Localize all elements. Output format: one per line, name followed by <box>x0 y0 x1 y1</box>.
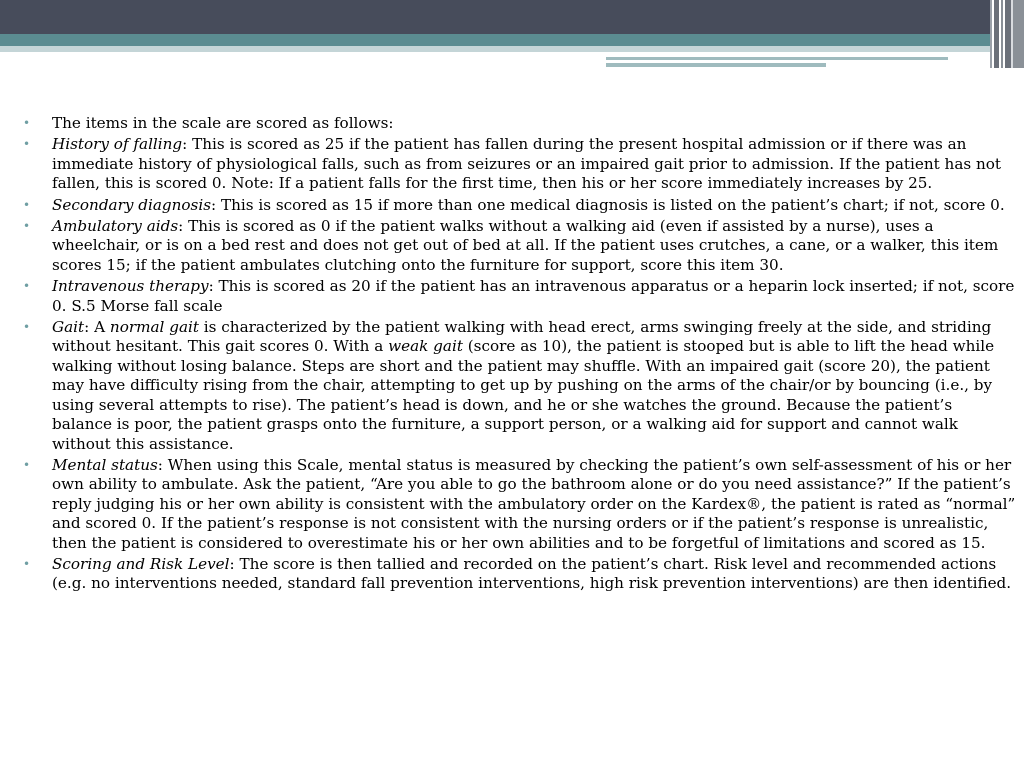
bullet-icon: • <box>23 197 31 212</box>
bullet-icon: • <box>23 279 31 294</box>
list-item-history-of-falling <box>20 135 1016 193</box>
bullet-icon: • <box>23 137 31 152</box>
header-light-bar <box>0 46 1024 52</box>
item-text: : When using this Scale, mental status is measured by checking the patient’s own self-assessment of his or her own ability to ambulate. Ask the patient, “Are you able to go the bathroom alone or do you need assistance?” If the patient’s reply judging his or her own ability is consistent with the ambulatory order on the Kardex®, the patient is rated as “normal” and scored 0. If the patient’s response is not consistent with the nursing orders or if the patient’s response is unrealistic, then the patient is considered to overestimate his or her own abilities and to be forgetful of limitations and scored as 15. <box>52 455 1016 552</box>
bullet-icon: • <box>23 219 31 234</box>
item-text: : A <box>84 318 110 337</box>
item-term: Mental status <box>52 455 158 474</box>
bullet-icon: • <box>23 556 31 571</box>
item-text: The items in the scale are scored as follows: <box>52 114 394 132</box>
accent-strip-lower <box>606 63 826 67</box>
item-text: : The score is then tallied and recorded on the patient’s chart. Risk level and recommended actions (e.g. no interventions needed, standard fall prevention interventions, high risk prevention interventions) are then identified. <box>52 554 1012 593</box>
item-emphasis: normal gait <box>109 318 199 337</box>
item-text: : This is scored as 15 if more than one medical diagnosis is listed on the patient’s chart; if not, score 0. <box>211 195 1005 214</box>
item-emphasis: weak gait <box>388 337 463 356</box>
item-text: : This is scored as 0 if the patient walks without a walking aid (even if assisted by a nurse), uses a wheelchair, or is on a bed rest and does not get out of bed at all. If the patient uses crutches, a cane, or a walker, this item scores 15; if the patient ambulates clutching onto the furniture for support, score this item 30. <box>52 217 999 274</box>
item-text: (score as 10), the patient is stooped but is able to lift the head while walking without losing balance. Steps are short and the patient may shuffle. With an impaired gait (score 20), the patient may have difficulty rising from the chair, attempting to get up by pushing on the arms of the chair/or by bouncing (i.e., by using several attempts to rise). The patient’s head is down, and he or she watches the ground. Because the patient’s balance is poor, the patient grasps onto the furniture, a support person, or a walking aid for support and cannot walk without this assistance. <box>52 337 995 453</box>
bullet-list <box>20 114 1016 594</box>
list-item-scoring-and-risk-level <box>20 555 1016 594</box>
bullet-icon: • <box>23 320 31 335</box>
accent-strip-upper <box>606 57 948 60</box>
list-item-mental-status <box>20 456 1016 553</box>
list-item-intro <box>20 114 1016 133</box>
bullet-icon: • <box>23 457 31 472</box>
list-item-secondary-diagnosis <box>20 196 1016 215</box>
header-dark-bar <box>0 0 1024 34</box>
item-term: Intravenous therapy <box>52 277 209 296</box>
corner-stripes-decoration <box>990 0 1024 68</box>
item-term: Ambulatory aids <box>52 217 179 236</box>
header-teal-bar <box>0 34 1024 46</box>
item-term: Secondary diagnosis <box>52 195 211 214</box>
item-text: : This is scored as 25 if the patient has fallen during the present hospital admission or if there was an immediate history of physiological falls, such as from seizures or an impaired gait prior to admission. If the patient has not fallen, this is scored 0. Note: If a patient falls for the first time, then his or her score immediately increases by 25. <box>52 135 1002 193</box>
item-term: Gait <box>52 318 85 337</box>
item-text: is characterized by the patient walking with head erect, arms swinging freely at the side, and striding without hesitant. This gait scores 0. With a <box>52 318 992 356</box>
item-term: History of falling <box>52 135 183 154</box>
list-item-gait <box>20 318 1016 454</box>
list-item-ambulatory-aids <box>20 217 1016 275</box>
list-item-intravenous-therapy <box>20 277 1016 316</box>
item-text: : This is scored as 20 if the patient has an intravenous apparatus or a heparin lock inserted; if not, score 0. S.5 Morse fall scale <box>52 277 1015 315</box>
slide-body <box>20 114 1016 596</box>
bullet-icon: • <box>23 116 31 130</box>
item-term: Scoring and Risk Level <box>52 554 230 573</box>
